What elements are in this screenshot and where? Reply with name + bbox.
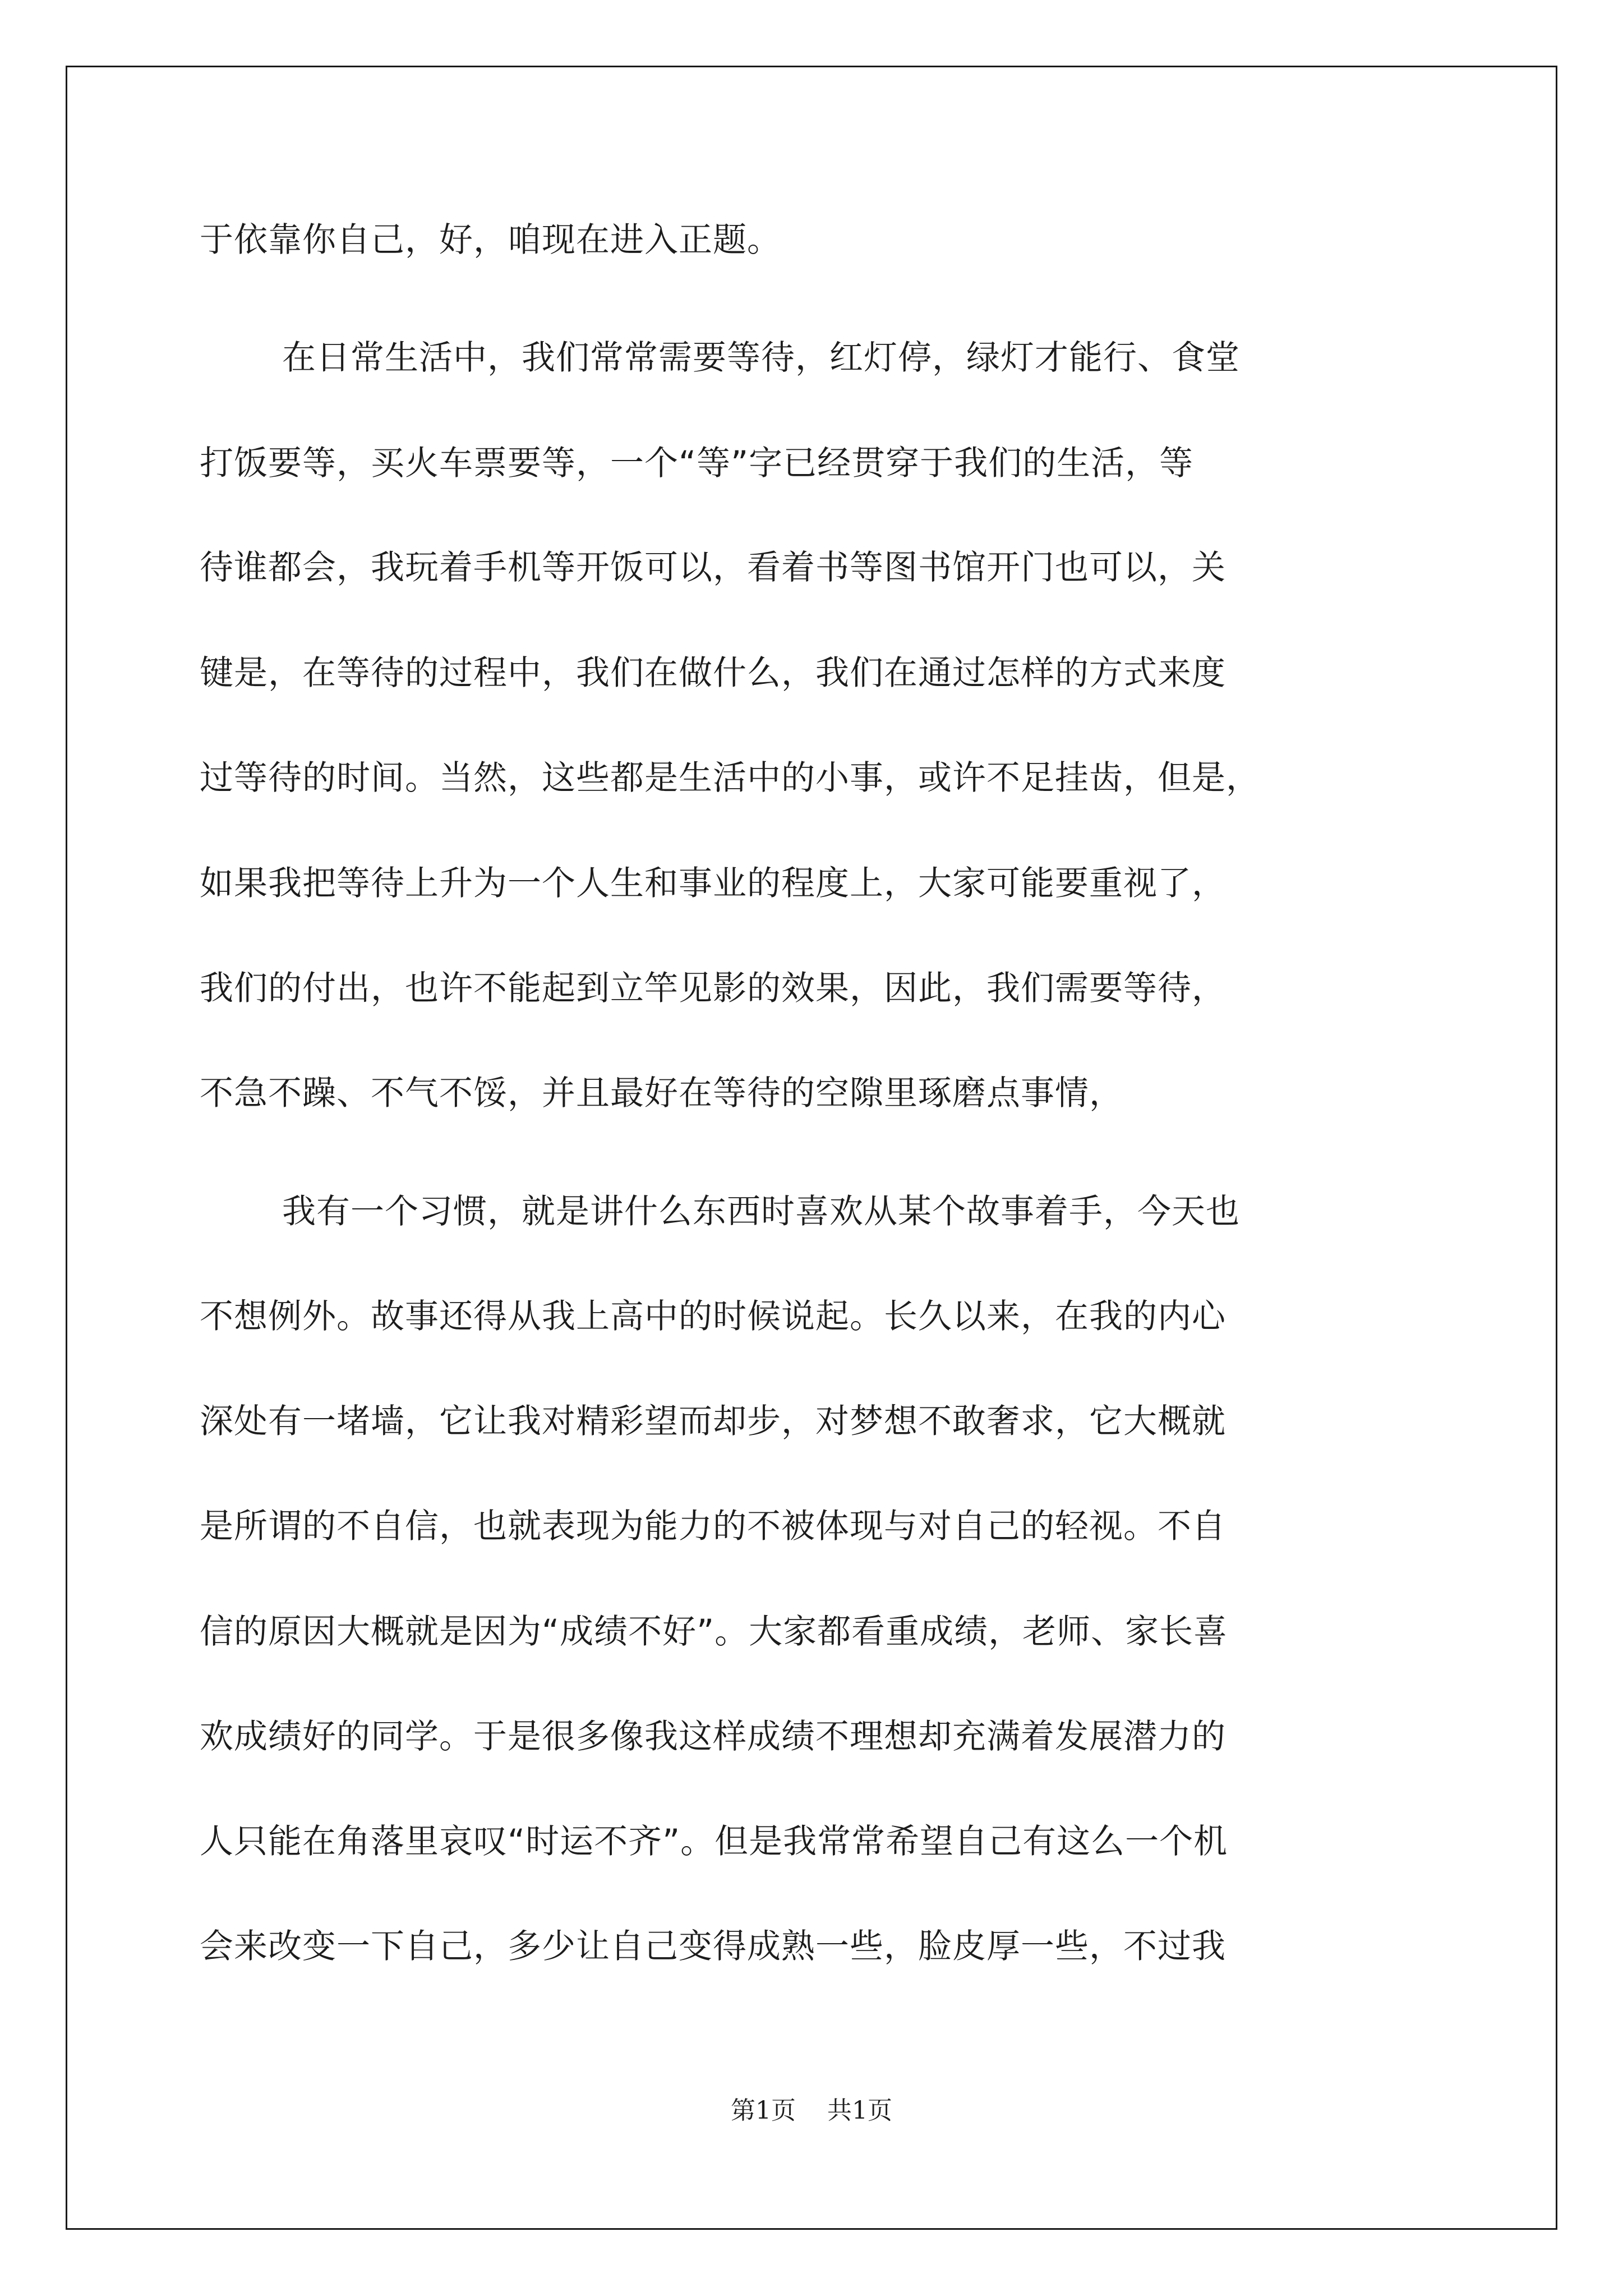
text-line: 过等待的时间。当然，这些都是生活中的小事，或许不足挂齿，但是， bbox=[200, 758, 1260, 798]
page-total: 共1页 bbox=[827, 2096, 892, 2125]
page-number: 第1页 bbox=[731, 2096, 796, 2125]
page-frame bbox=[66, 66, 1557, 2230]
text-line: 我们的付出，也许不能起到立竿见影的效果，因此，我们需要等待， bbox=[200, 969, 1226, 1008]
text-line: 是所谓的不自信，也就表现为能力的不被体现与对自己的轻视。不自 bbox=[200, 1507, 1226, 1546]
text-line: 欢成绩好的同学。于是很多像我这样成绩不理想却充满着发展潜力的 bbox=[200, 1717, 1226, 1756]
text-line: 不急不躁、不气不馁，并且最好在等待的空隙里琢磨点事情， bbox=[200, 1074, 1123, 1113]
text-line: 会来改变一下自己，多少让自己变得成熟一些，脸皮厚一些，不过我 bbox=[200, 1927, 1226, 1966]
text-line: 不想例外。故事还得从我上高中的时候说起。长久以来，在我的内心 bbox=[200, 1297, 1226, 1336]
paragraph-start-line: 我有一个习惯，就是讲什么东西时喜欢从某个故事着手，今天也 bbox=[282, 1192, 1240, 1231]
text-line: 如果我把等待上升为一个人生和事业的程度上，大家可能要重视了， bbox=[200, 864, 1226, 903]
text-line: 打饭要等，买火车票要等，一个“等”字已经贯穿于我们的生活，等 bbox=[200, 444, 1194, 483]
page-footer bbox=[0, 2095, 1623, 2127]
text-line: 深处有一堵墙，它让我对精彩望而却步，对梦想不敢奢求，它大概就 bbox=[200, 1402, 1226, 1441]
text-line: 键是，在等待的过程中，我们在做什么，我们在通过怎样的方式来度 bbox=[200, 654, 1226, 693]
paragraph-start-line: 在日常生活中，我们常常需要等待，红灯停，绿灯才能行、食堂 bbox=[282, 338, 1240, 378]
text-line: 信的原因大概就是因为“成绩不好”。大家都看重成绩，老师、家长喜 bbox=[200, 1612, 1228, 1651]
text-line: 于依靠你自己，好，咱现在进入正题。 bbox=[200, 220, 781, 260]
text-line: 人只能在角落里哀叹“时运不齐”。但是我常常希望自己有这么一个机 bbox=[200, 1822, 1228, 1861]
text-line: 待谁都会，我玩着手机等开饭可以，看着书等图书馆开门也可以，关 bbox=[200, 548, 1226, 587]
